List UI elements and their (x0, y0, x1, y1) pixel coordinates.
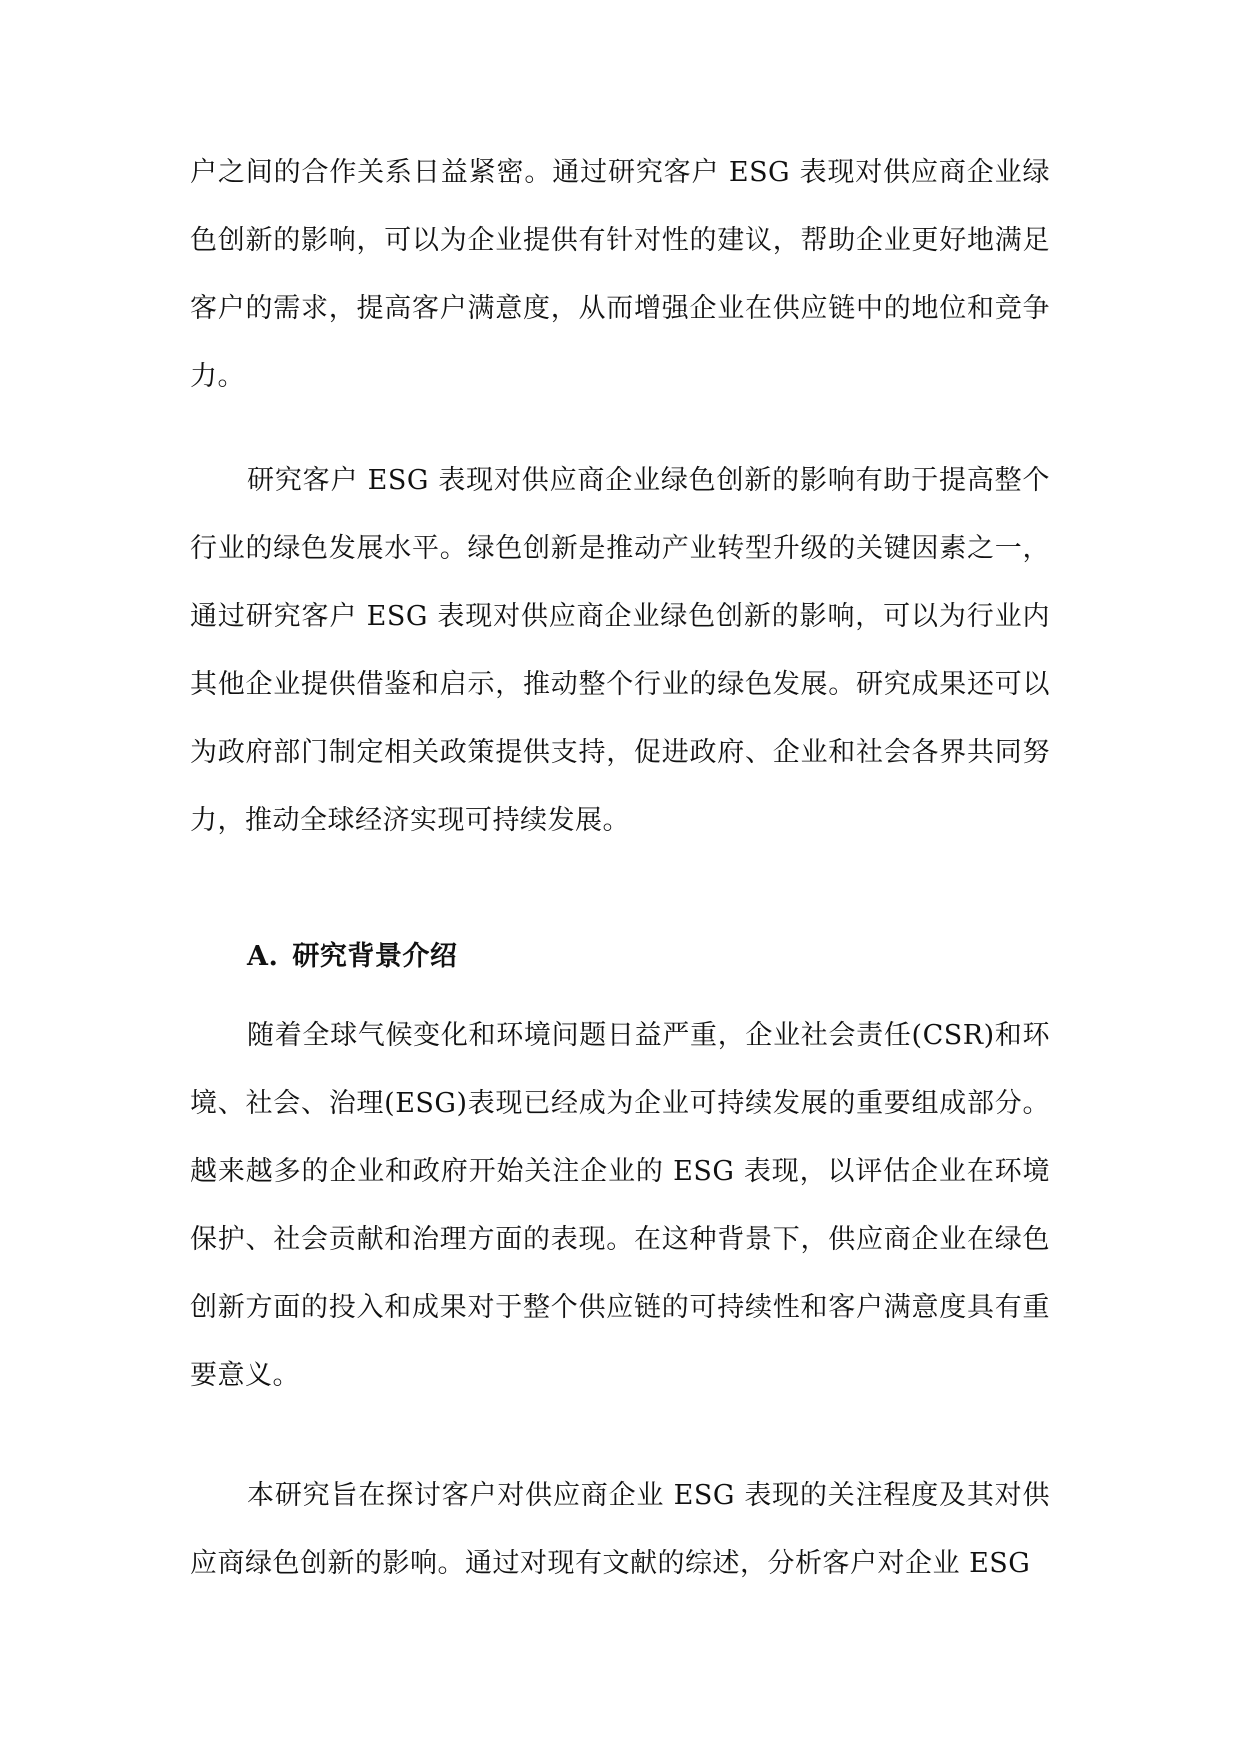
paragraph-continuation: 户之间的合作关系日益紧密。通过研究客户 ESG 表现对供应商企业绿色创新的影响，可以为企业提供有针对性的建议，帮助企业更好地满足客户的需求，提高客户满意度，从而增强企业在供应链中的地位和竞争力。 (190, 157, 1050, 392)
paragraph-industry-impact: 研究客户 ESG 表现对供应商企业绿色创新的影响有助于提高整个行业的绿色发展水平。绿色创新是推动产业转型升级的关键因素之一，通过研究客户 ESG 表现对供应商企业绿色创新的影响，可以为行业内其他企业提供借鉴和启示，推动整个行业的绿色发展。研究成果还可以为政府部门制定相关政策提供支持，促进政府、企业和社会各界共同努力，推动全球经济实现可持续发展。 (190, 465, 1050, 836)
section-heading-label: A. (247, 941, 279, 972)
paragraph-research-aim: 本研究旨在探讨客户对供应商企业 ESG 表现的关注程度及其对供应商绿色创新的影响。通过对现有文献的综述，分析客户对企业 ESG (190, 1480, 1050, 1579)
section-heading (247, 937, 457, 977)
paragraph-background: 随着全球气候变化和环境问题日益严重，企业社会责任(CSR)和环境、社会、治理(ESG)表现已经成为企业可持续发展的重要组成部分。越来越多的企业和政府开始关注企业的 ESG 表现，以评估企业在环境保护、社会贡献和治理方面的表现。在这种背景下，供应商企业在绿色创新方面的投入和成果对于整个供应链的可持续性和客户满意度具有重要意义。 (190, 1020, 1050, 1391)
section-heading-title: 研究背景介绍 (292, 941, 458, 972)
